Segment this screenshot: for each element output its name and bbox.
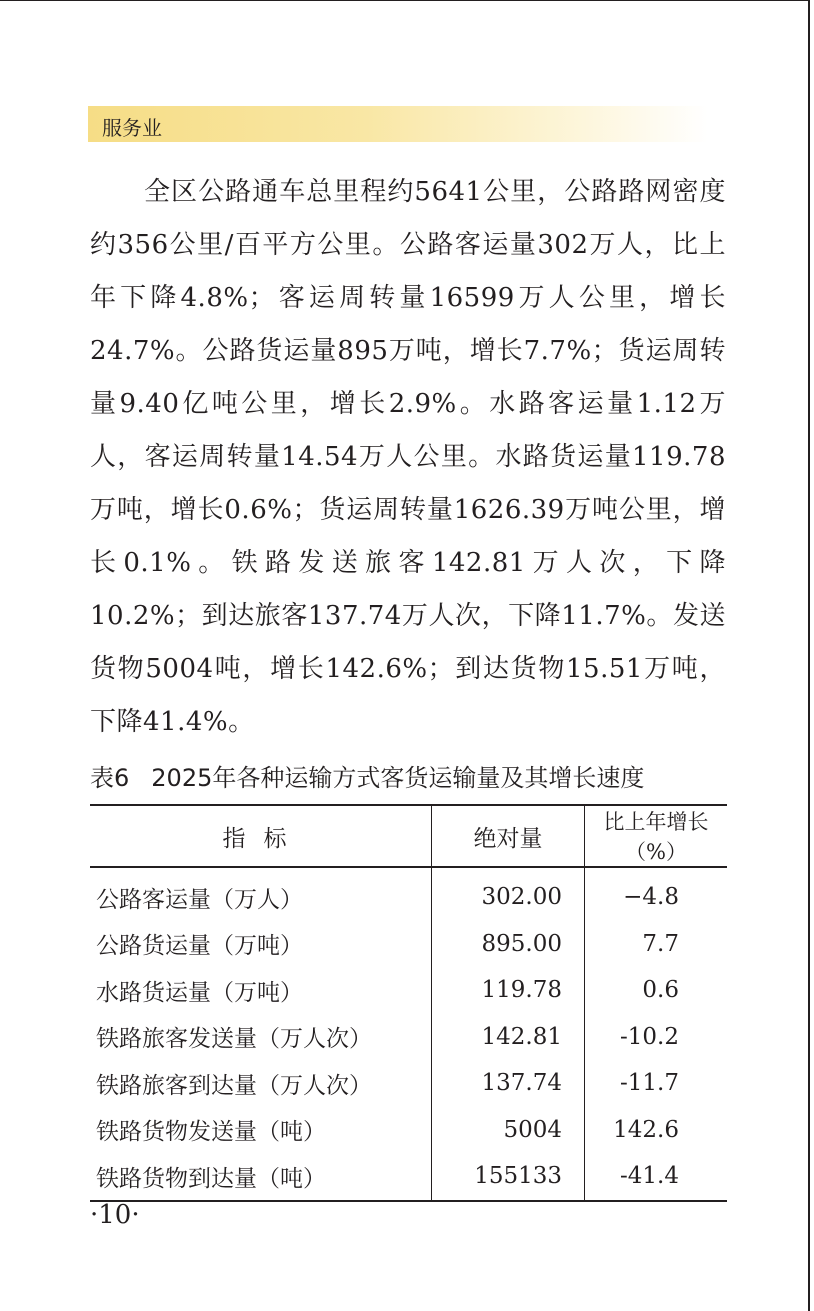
body-paragraph [90, 166, 726, 749]
row-growth: 0.6 [642, 977, 679, 1004]
table-row [90, 1107, 727, 1154]
row-indicator: 铁路旅客发送量（万人次） [96, 1026, 372, 1053]
table-row [90, 867, 727, 921]
table-number: 表6 [90, 764, 130, 792]
row-growth: -11.7 [620, 1070, 679, 1097]
row-indicator: 铁路货物发送量（吨） [96, 1119, 326, 1146]
row-growth: -10.2 [620, 1023, 679, 1050]
transport-table [90, 804, 727, 1202]
row-indicator: 公路客运量（万人） [96, 886, 303, 913]
row-indicator: 铁路货物到达量（吨） [96, 1165, 326, 1192]
row-value: 5004 [432, 1107, 585, 1154]
row-indicator: 水路货运量（万吨） [96, 979, 303, 1006]
section-banner [88, 106, 708, 142]
table-row [90, 1014, 727, 1061]
row-value: 155133 [432, 1153, 585, 1201]
header-value: 绝对量 [432, 805, 585, 867]
row-value: 137.74 [432, 1060, 585, 1107]
paragraph-text: 全区公路通车总里程约5641公里，公路路网密度约356公里/百平方公里。公路客运量302万人，比上年下降4.8%；客运周转量16599万人公里，增长24.7%。公路货运量895万吨，增长7.7%；货运周转量9.40亿吨公里，增长2.9%。水路客运量1.12万人，客运周转量14.54万人公里。水路货运量119.78万吨，增长0.6%；货运周转量1626.39万吨公里，增长0.1%。铁路发送旅客142.81万人次，下降10.2%；到达旅客137.74万人次，下降11.7%。发送货物5004吨，增长142.6%；到达货物15.51万吨，下降41.4%。 [90, 177, 726, 737]
table-row [90, 1060, 727, 1107]
table-header-row [90, 805, 727, 867]
row-growth: -41.4 [620, 1163, 679, 1190]
section-title: 服务业 [102, 116, 162, 140]
row-growth: 142.6 [613, 1116, 679, 1143]
header-growth: 比上年增长（%） [585, 805, 728, 867]
row-value: 895.00 [432, 921, 585, 968]
table-row [90, 967, 727, 1014]
row-indicator: 铁路旅客到达量（万人次） [96, 1072, 372, 1099]
page-number: ·10· [90, 1200, 140, 1230]
table-title: 2025年各种运输方式客货运输量及其增长速度 [151, 764, 645, 792]
table-row [90, 1153, 727, 1201]
row-value: 142.81 [432, 1014, 585, 1061]
row-growth: −4.8 [623, 884, 679, 911]
row-indicator: 公路货运量（万吨） [96, 933, 303, 960]
row-value: 119.78 [432, 967, 585, 1014]
row-value: 302.00 [432, 867, 585, 921]
row-growth: 7.7 [642, 930, 679, 957]
table-caption [90, 758, 644, 793]
header-indicator: 指标 [90, 805, 432, 867]
table-row [90, 921, 727, 968]
